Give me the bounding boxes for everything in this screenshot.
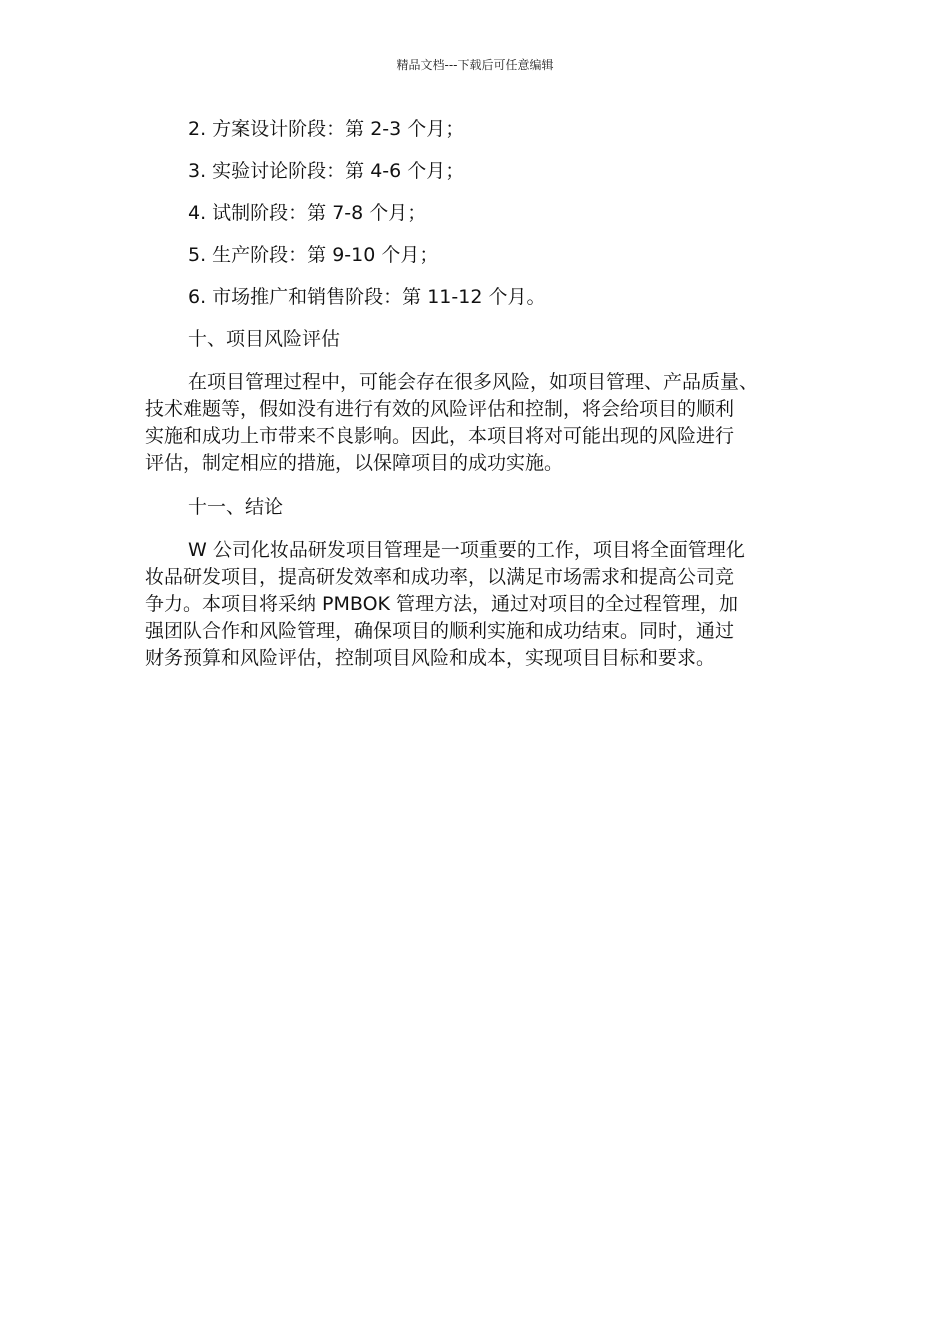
schedule-list	[145, 117, 805, 309]
paragraph-line: 财务预算和风险评估，控制项目风险和成本，实现项目目标和要求。	[145, 647, 716, 669]
paragraph-line: 在项目管理过程中，可能会存在很多风险，如项目管理、产品质量、	[188, 371, 759, 393]
schedule-item: 6. 市场推广和销售阶段：第 11-12 个月。	[188, 286, 546, 308]
schedule-item: 5. 生产阶段：第 9-10 个月；	[188, 244, 439, 266]
section-10-heading: 十、项目风险评估	[188, 328, 341, 350]
document-body	[145, 117, 805, 690]
section-10-paragraph	[145, 369, 805, 477]
schedule-item: 4. 试制阶段：第 7-8 个月；	[188, 202, 427, 224]
paragraph-line: 争力。本项目将采纳 PMBOK 管理方法，通过对项目的全过程管理，加	[145, 593, 739, 615]
section-11-paragraph	[145, 537, 805, 672]
paragraph-line: 实施和成功上市带来不良影响。因此，本项目将对可能出现的风险进行	[145, 425, 735, 447]
schedule-item: 3. 实验讨论阶段：第 4-6 个月；	[188, 160, 465, 182]
section-11-heading: 十一、结论	[188, 496, 284, 518]
paragraph-line: W 公司化妆品研发项目管理是一项重要的工作，项目将全面管理化	[188, 539, 745, 561]
page-header: 精品文档---下载后可任意编辑	[396, 58, 554, 72]
schedule-item: 2. 方案设计阶段：第 2-3 个月；	[188, 118, 465, 140]
paragraph-line: 强团队合作和风险管理，确保项目的顺利实施和成功结束。同时，通过	[145, 620, 735, 642]
paragraph-line: 评估，制定相应的措施，以保障项目的成功实施。	[145, 452, 564, 474]
paragraph-line: 妆品研发项目，提高研发效率和成功率，以满足市场需求和提高公司竞	[145, 566, 735, 588]
paragraph-line: 技术难题等，假如没有进行有效的风险评估和控制，将会给项目的顺利	[145, 398, 735, 420]
